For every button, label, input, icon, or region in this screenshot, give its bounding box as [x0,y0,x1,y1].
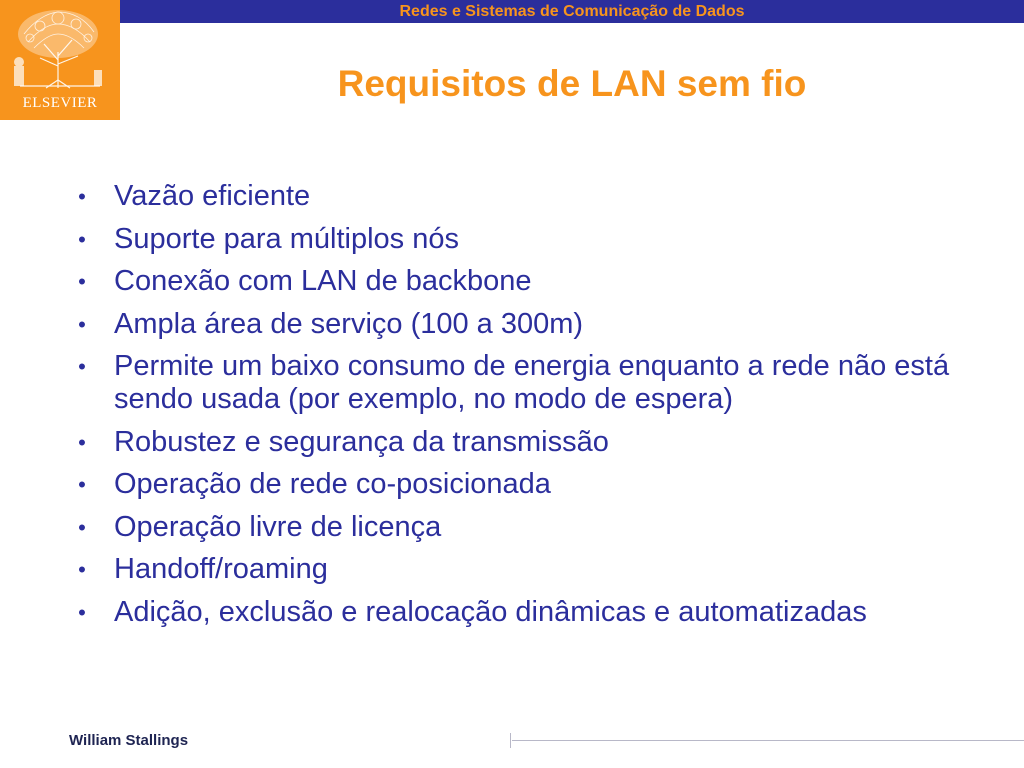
bullet-text: Robustez e segurança da transmissão [114,425,609,458]
bullet-icon: • [78,269,86,294]
bullet-list [72,180,992,638]
list-item [72,308,992,341]
footer-author: William Stallings [69,732,189,749]
bullet-icon: • [78,472,86,497]
logo-wordmark: ELSEVIER [22,95,98,111]
bullet-text: Suporte para múltiplos nós [114,222,459,255]
tree-logo-icon [0,0,120,95]
slide-title: Requisitos de LAN sem fio [337,63,807,104]
bullet-text: Operação de rede co-posicionada [114,468,551,500]
bullet-icon: • [78,354,86,379]
list-item [72,223,992,256]
bullet-text: Vazão eficiente [114,180,311,212]
bullet-text: Conexão com LAN de backbone [114,265,532,297]
bullet-icon: • [78,514,86,540]
list-item [72,511,992,544]
footer-divider-tick [510,733,511,748]
elsevier-logo [0,0,120,120]
bullet-icon: • [78,599,86,625]
header-bar [120,0,1024,23]
bullet-text: Adição, exclusão e realocação dinâmicas e automatizadas [114,595,867,628]
course-title: Redes e Sistemas de Comunicação de Dados [399,3,745,20]
list-item [72,350,992,416]
footer-divider [512,740,1024,741]
bullet-text: Ampla área de serviço (100 a 300m) [114,307,584,340]
list-item [72,553,992,586]
list-item [72,265,992,298]
bullet-icon: • [78,184,86,209]
bullet-text: Permite um baixo consumo de energia enquanto a rede não está sendo usada (por exemplo, no modo de espera) [114,350,950,415]
list-item [72,180,992,213]
bullet-icon: • [78,311,86,337]
list-item [72,468,992,501]
list-item [72,596,992,629]
bullet-text: Operação livre de licença [114,510,442,543]
bullet-icon: • [78,557,86,582]
bullet-text: Handoff/roaming [114,553,328,585]
list-item [72,426,992,459]
bullet-icon: • [78,429,86,455]
bullet-icon: • [78,226,86,252]
